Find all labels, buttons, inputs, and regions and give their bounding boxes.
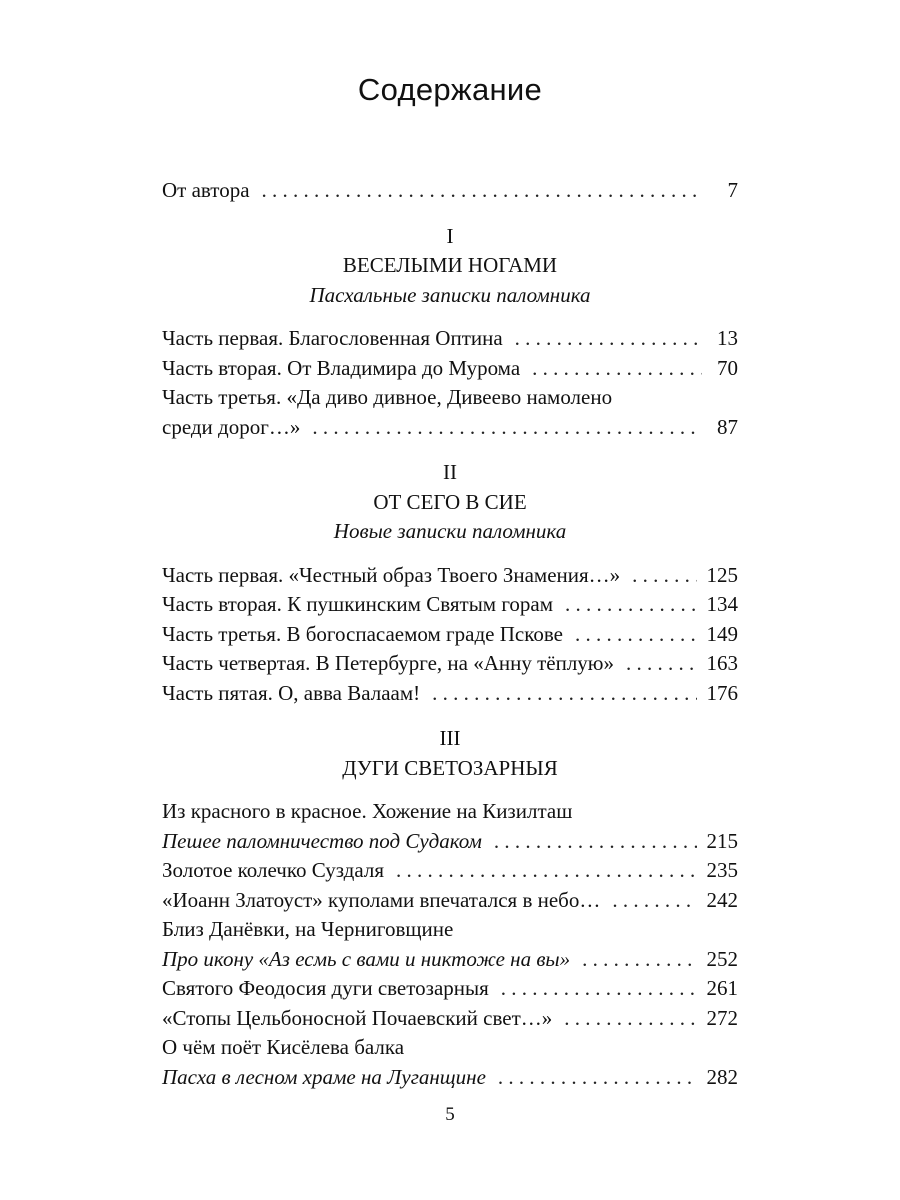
toc-entry-title: «Стопы Цельбоносной Почаевский свет…» [162, 1005, 553, 1030]
leader-dots [432, 679, 696, 709]
toc-entry-title: Часть первая. «Честный образ Твоего Знамения…» [162, 562, 621, 587]
toc-entry-page: 125 [706, 562, 738, 587]
toc-entry-title: Часть четвертая. В Петербурге, на «Анну тёплую» [162, 651, 614, 675]
toc-entry[interactable] [162, 324, 738, 354]
toc-entry-page: 70 [717, 355, 738, 380]
section-name: ДУГИ СВЕТОЗАРНЫЯ [342, 755, 558, 780]
toc-entry-page: 13 [717, 326, 738, 350]
section-heading-2 [162, 458, 738, 547]
section-number: II [443, 460, 457, 484]
page-number: 5 [445, 1104, 455, 1125]
section-number: III [439, 726, 461, 750]
toc-entry[interactable] [162, 354, 738, 384]
toc-entry-page: 215 [706, 828, 738, 853]
toc-entry[interactable] [162, 886, 738, 916]
toc-entry-page: 149 [706, 621, 738, 646]
toc-entry-title-line1[interactable]: Часть третья. «Да диво дивное, Дивеево намолено [162, 385, 613, 409]
table-of-contents [162, 176, 738, 1092]
toc-entry-title: Часть третья. В богоспасаемом граде Пскове [162, 621, 563, 646]
toc-entry[interactable] [162, 561, 738, 591]
section-name: ОТ СЕГО В СИЕ [373, 489, 527, 514]
toc-entry-page: 272 [706, 1005, 738, 1030]
toc-entry-title: Про икону «Аз есмь с вами и никтоже на вы» [162, 946, 571, 971]
toc-entry-page: 282 [706, 1064, 738, 1089]
toc-entry-page: 134 [706, 592, 738, 616]
section-heading-3 [162, 724, 738, 783]
leader-dots [626, 649, 697, 679]
toc-entry-title-line1[interactable]: Из красного в красное. Хожение на Кизилташ [162, 799, 573, 823]
toc-entry[interactable] [162, 827, 738, 857]
leader-dots [564, 1004, 696, 1034]
section-heading-1 [162, 222, 738, 311]
leader-dots [312, 413, 702, 443]
toc-entry-page: 242 [706, 887, 738, 912]
toc-entry-page: 7 [727, 178, 738, 202]
toc-entry-title: Часть вторая. От Владимира до Мурома [162, 355, 521, 380]
toc-entry[interactable] [162, 1004, 738, 1034]
toc-entry-title-line1[interactable]: Близ Данёвки, на Черниговщине [162, 917, 454, 941]
toc-entry[interactable] [162, 413, 738, 443]
toc-entry-title: «Иоанн Златоуст» куполами впечатался в небо… [162, 887, 601, 912]
toc-entry[interactable] [162, 649, 738, 679]
leader-dots [612, 886, 696, 916]
toc-entry-page: 235 [706, 858, 738, 882]
toc-entry[interactable] [162, 856, 738, 886]
toc-entry[interactable] [162, 974, 738, 1004]
section-number: I [446, 223, 454, 248]
section-name: ВЕСЕЛЫМИ НОГАМИ [342, 253, 558, 277]
toc-entry[interactable] [162, 620, 738, 650]
toc-entry-page: 252 [706, 946, 738, 971]
leader-dots [396, 856, 697, 886]
leader-dots [262, 176, 702, 206]
toc-entry-page: 176 [706, 680, 738, 705]
toc-entry-page: 163 [706, 651, 738, 675]
leader-dots [494, 827, 697, 857]
toc-entry-page: 87 [717, 414, 738, 439]
leader-dots [498, 1063, 697, 1093]
toc-entry[interactable] [162, 590, 738, 620]
toc-entry-title: Святого Феодосия дуги светозарныя [162, 976, 489, 1000]
leader-dots [582, 945, 696, 975]
toc-entry[interactable] [162, 945, 738, 975]
toc-entry-title: Часть вторая. К пушкинским Святым горам [162, 592, 554, 616]
toc-entry[interactable] [162, 1063, 738, 1093]
section-subtitle: Пасхальные записки паломника [309, 282, 591, 307]
toc-entry-title: От автора [162, 178, 250, 202]
toc-entry[interactable] [162, 679, 738, 709]
toc-entry-title: Часть пятая. О, авва Валаам! [162, 680, 421, 705]
toc-entry-title: Золотое колечко Суздаля [162, 858, 384, 882]
toc-entry-page: 261 [706, 976, 738, 1000]
section-subtitle: Новые записки паломника [333, 519, 567, 543]
toc-entry-title: Часть первая. Благословенная Оптина [162, 326, 503, 350]
page-title: Содержание [357, 72, 543, 107]
toc-entry-title: Пасха в лесном храме на Луганщине [162, 1064, 486, 1089]
leader-dots [515, 324, 702, 354]
toc-entry-title: среди дорог…» [162, 414, 301, 439]
toc-entry-title: Пешее паломничество под Судаком [162, 828, 482, 853]
toc-entry-title-line1[interactable]: О чём поёт Кисёлева балка [162, 1035, 405, 1059]
leader-dots [632, 561, 696, 591]
leader-dots [501, 974, 697, 1004]
leader-dots [532, 354, 702, 384]
toc-entry-author[interactable] [162, 176, 738, 206]
leader-dots [565, 590, 696, 620]
leader-dots [575, 620, 697, 650]
